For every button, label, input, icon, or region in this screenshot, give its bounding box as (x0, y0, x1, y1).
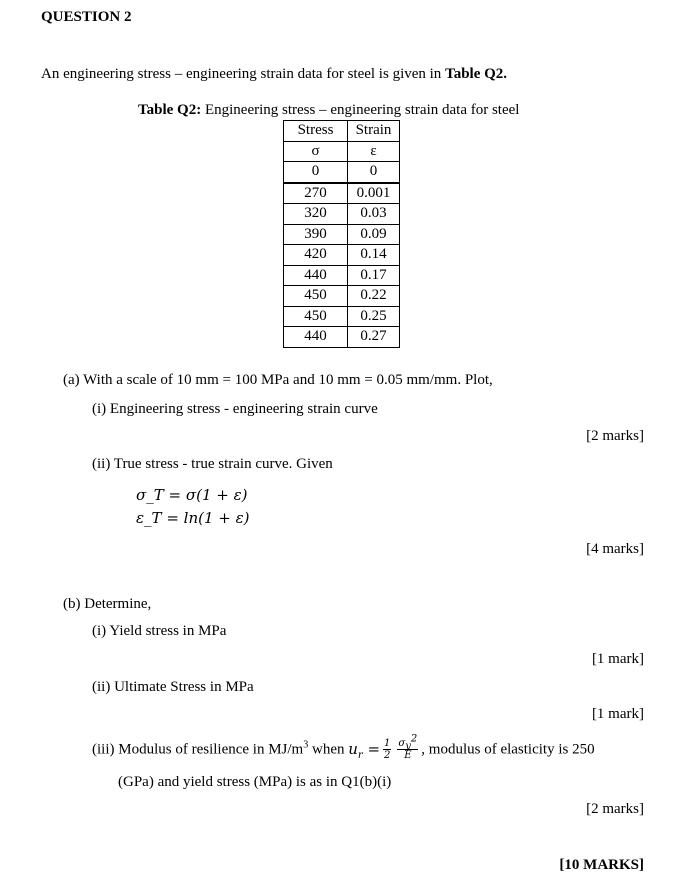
equation-true-strain-text: ε_T = ln(1 + ε) (136, 509, 250, 527)
intro-paragraph (41, 66, 507, 83)
strain-cell: 0.001 (348, 183, 400, 204)
part-b-ii: (ii) Ultimate Stress in MPa (92, 679, 254, 695)
table-row (284, 306, 400, 327)
strain-cell: 0.27 (348, 327, 400, 348)
table-row (284, 245, 400, 266)
strain-cell: 0.03 (348, 204, 400, 225)
table-row (284, 327, 400, 348)
question-title: QUESTION 2 (41, 9, 132, 25)
stress-cell: 320 (284, 204, 348, 225)
stress-cell: 390 (284, 224, 348, 245)
table-row (284, 183, 400, 204)
part-b-iii-when: when (308, 741, 349, 758)
part-b-iii-line2: (GPa) and yield stress (MPa) is as in Q1(b)(i) (118, 774, 392, 790)
part-b-iii-marks: [2 marks] (586, 801, 644, 817)
stress-cell: 0 (284, 162, 348, 183)
table-header-row (284, 121, 400, 142)
stress-cell: 450 (284, 306, 348, 327)
stress-cell: 440 (284, 265, 348, 286)
table-row (284, 265, 400, 286)
part-b-iii-sup: 3 (303, 739, 309, 751)
stress-cell: 270 (284, 183, 348, 204)
table-row (284, 224, 400, 245)
part-a-i: (i) Engineering stress - engineering strain curve (92, 401, 378, 417)
table-caption-label: Table Q2: (138, 102, 202, 118)
part-b-ii-marks: [1 mark] (591, 706, 644, 722)
stress-strain-table (283, 120, 400, 348)
part-a-ii: (ii) True stress - true strain curve. Given (92, 456, 333, 472)
part-b-i-marks: [1 mark] (591, 651, 644, 667)
resilience-formula: $u_r$ = $\frac{1}{2}$ $\frac{\sigma_y^2}{E}$ (348, 733, 418, 761)
symbol-epsilon: ε (348, 141, 400, 162)
table-row (284, 286, 400, 307)
strain-cell: 0.17 (348, 265, 400, 286)
part-a-ii-marks: [4 marks] (586, 541, 644, 557)
table-row (284, 204, 400, 225)
strain-cell: 0 (348, 162, 400, 183)
part-b-i: (i) Yield stress in MPa (92, 623, 227, 639)
equation-true-stress-text: σ_T = σ(1 + ε) (136, 486, 248, 504)
symbol-sigma: σ (284, 141, 348, 162)
part-a-text: (a) With a scale of 10 mm = 100 MPa and 10 mm = 0.05 mm/mm. Plot, (63, 372, 493, 388)
equation-true-stress (136, 486, 248, 504)
part-b-iii-pre: (iii) Modulus of resilience in MJ/m (92, 741, 304, 758)
table-symbol-row (284, 141, 400, 162)
stress-cell: 440 (284, 327, 348, 348)
part-b-text: (b) Determine, (63, 596, 152, 612)
part-b-iii (92, 733, 595, 761)
table-caption (138, 102, 519, 119)
strain-cell: 0.25 (348, 306, 400, 327)
intro-text: An engineering stress – engineering strain data for steel is given in (41, 66, 446, 82)
total-marks: [10 MARKS] (559, 857, 644, 873)
stress-cell: 450 (284, 286, 348, 307)
strain-cell: 0.14 (348, 245, 400, 266)
part-a-i-marks: [2 marks] (586, 428, 644, 444)
intro-table-ref: Table Q2. (445, 66, 508, 82)
equation-true-strain (136, 509, 250, 527)
strain-cell: 0.22 (348, 286, 400, 307)
stress-cell: 420 (284, 245, 348, 266)
strain-cell: 0.09 (348, 224, 400, 245)
header-strain: Strain (348, 121, 400, 142)
table-caption-text: Engineering stress – engineering strain data for steel (201, 102, 520, 118)
table-row (284, 162, 400, 183)
part-b-iii-post: , modulus of elasticity is 250 (421, 741, 595, 758)
header-stress: Stress (284, 121, 348, 142)
